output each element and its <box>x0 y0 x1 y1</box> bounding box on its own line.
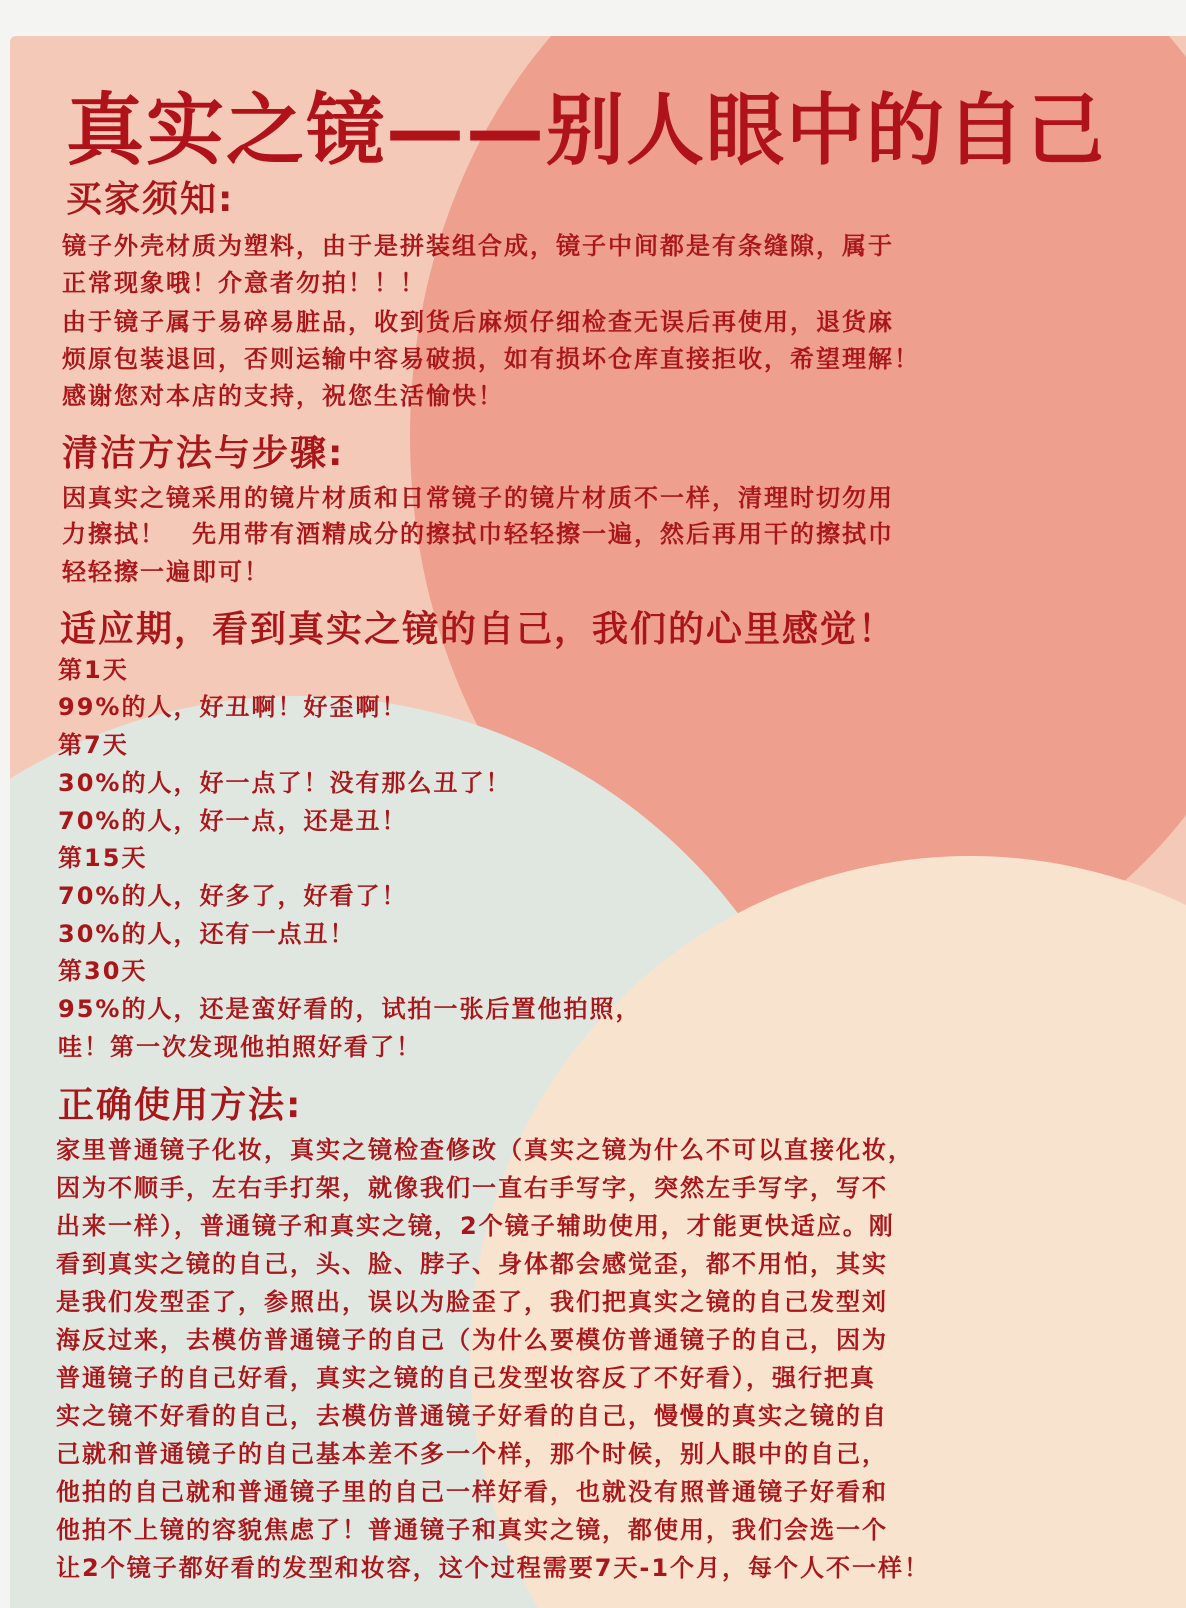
adaptation-day-label: 第7天 <box>58 731 129 759</box>
adaptation-line: 70%的人，好多了，好看了！ <box>58 882 408 910</box>
buyer-notice-line: 正常现象哦！介意者勿拍！！！ <box>62 269 426 297</box>
usage-line: 实之镜不好看的自己，去模仿普通镜子好看的自己，慢慢的真实之镜的自 <box>56 1402 888 1430</box>
usage-line: 海反过来，去模仿普通镜子的自己（为什么要模仿普通镜子的自己，因为 <box>56 1326 888 1354</box>
cleaning-heading: 清洁方法与步骤: <box>62 433 345 474</box>
usage-line: 己就和普通镜子的自己基本差不多一个样，那个时候，别人眼中的自己， <box>56 1440 888 1468</box>
usage-line: 普通镜子的自己好看，真实之镜的自己发型妆容反了不好看），强行把真 <box>56 1364 876 1392</box>
cleaning-line: 因真实之镜采用的镜片材质和日常镜子的镜片材质不一样，清理时切勿用 <box>62 484 894 512</box>
adaptation-line: 30%的人，好一点了！没有那么丑了！ <box>58 769 512 797</box>
cleaning-line: 力擦拭！ 先用带有酒精成分的擦拭巾轻轻擦一遍，然后再用干的擦拭巾 <box>62 520 894 548</box>
usage-heading: 正确使用方法: <box>58 1085 303 1126</box>
adaptation-heading: 适应期，看到真实之镜的自己，我们的心里感觉！ <box>60 609 897 650</box>
usage-line: 是我们发型歪了，参照出，误以为脸歪了，我们把真实之镜的自己发型刘 <box>56 1288 888 1316</box>
card-content <box>10 36 1186 1608</box>
buyer-notice-heading: 买家须知: <box>66 179 235 220</box>
adaptation-line: 95%的人，还是蛮好看的，试拍一张后置他拍照， <box>58 995 642 1023</box>
usage-line: 看到真实之镜的自己，头、脸、脖子、身体都会感觉歪，都不用怕，其实 <box>56 1250 888 1278</box>
usage-line: 他拍不上镜的容貌焦虑了！普通镜子和真实之镜，都使用，我们会选一个 <box>56 1516 888 1544</box>
buyer-notice-line: 感谢您对本店的支持，祝您生活愉快！ <box>62 382 504 410</box>
cleaning-line: 轻轻擦一遍即可！ <box>62 558 270 586</box>
usage-line: 家里普通镜子化妆，真实之镜检查修改（真实之镜为什么不可以直接化妆， <box>56 1136 914 1164</box>
usage-line: 出来一样），普通镜子和真实之镜，2个镜子辅助使用，才能更快适应。刚 <box>56 1212 895 1240</box>
adaptation-day-label: 第30天 <box>58 957 148 985</box>
usage-line: 因为不顺手，左右手打架，就像我们一直右手写字，突然左手写字，写不 <box>56 1174 888 1202</box>
adaptation-day-label: 第15天 <box>58 844 148 872</box>
adaptation-line: 99%的人，好丑啊！好歪啊！ <box>58 693 408 721</box>
page-title: 真实之镜——别人眼中的自己 <box>66 86 1107 176</box>
adaptation-line: 30%的人，还有一点丑！ <box>58 920 356 948</box>
buyer-notice-line: 由于镜子属于易碎易脏品，收到货后麻烦仔细检查无误后再使用，退货麻 <box>62 308 894 336</box>
instruction-card <box>10 36 1186 1608</box>
adaptation-line: 哇！第一次发现他拍照好看了！ <box>58 1033 422 1061</box>
usage-line: 他拍的自己就和普通镜子里的自己一样好看，也就没有照普通镜子好看和 <box>56 1478 888 1506</box>
buyer-notice-line: 镜子外壳材质为塑料，由于是拼装组合成，镜子中间都是有条缝隙，属于 <box>62 232 894 260</box>
adaptation-day-label: 第1天 <box>58 656 129 684</box>
adaptation-line: 70%的人，好一点，还是丑！ <box>58 807 408 835</box>
usage-line: 让2个镜子都好看的发型和妆容，这个过程需要7天-1个月，每个人不一样！ <box>56 1554 931 1582</box>
buyer-notice-line: 烦原包装退回，否则运输中容易破损，如有损坏仓库直接拒收，希望理解！ <box>62 345 920 373</box>
